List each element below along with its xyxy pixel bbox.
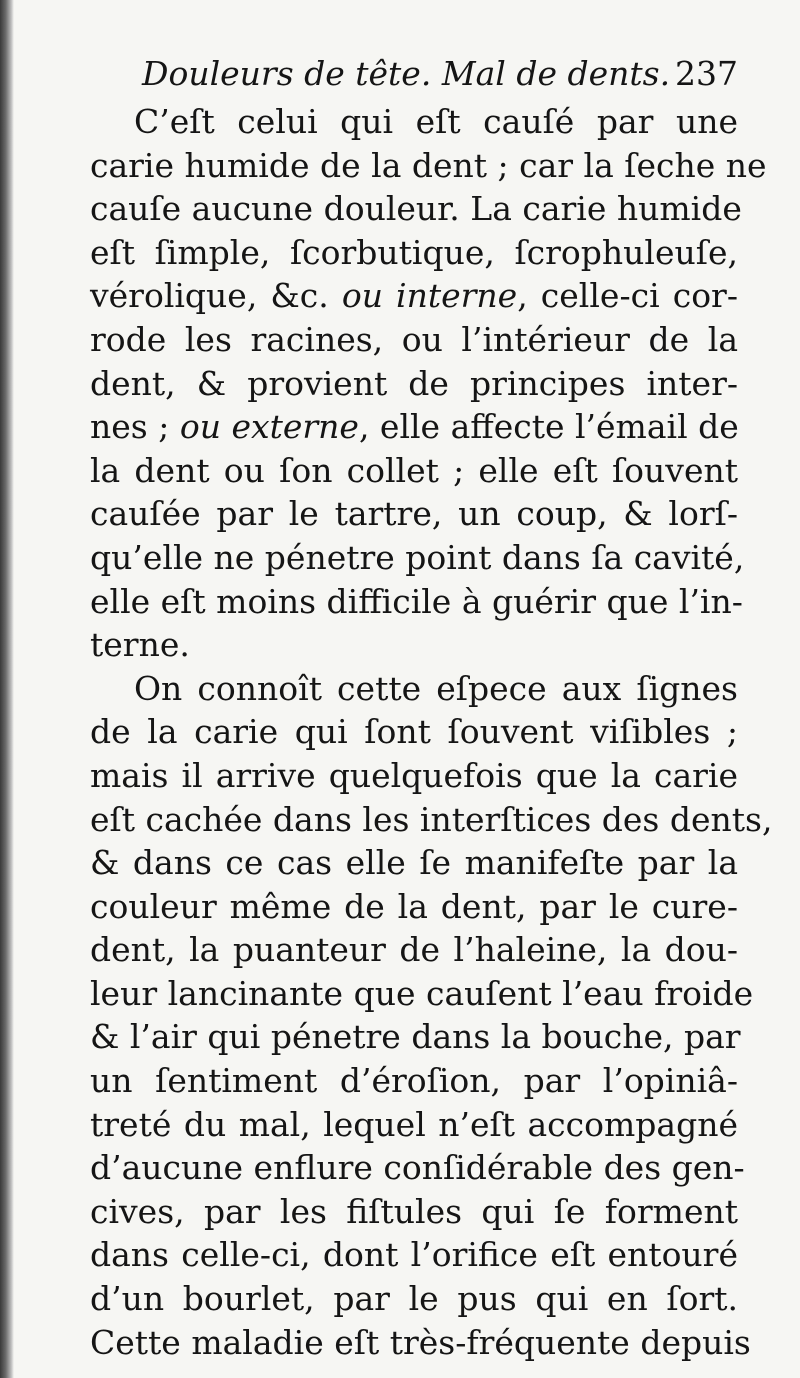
text-line: eſt ſimple, ſcorbutique, ſcrophuleuſe,: [90, 232, 738, 272]
text-span: , celle-ci cor-: [517, 276, 738, 316]
page-text: [90, 48, 773, 1364]
text-line: d’un bourlet, par le pus qui en ſort.: [90, 1279, 738, 1319]
text-line: terne.: [90, 625, 190, 665]
page-header: [90, 48, 738, 100]
text-line: de la carie qui ſont ſouvent viſibles ;: [90, 712, 738, 752]
text-line: dans celle-ci, dont l’orifice eſt entouré: [90, 1235, 738, 1275]
text-line: Cette maladie eſt très-fréquente depuis: [90, 1322, 751, 1362]
text-line: cives, par les fiſtules qui ſe forment: [90, 1191, 738, 1231]
text-line: [90, 274, 738, 318]
italic-text: ou interne: [341, 276, 518, 316]
text-line: cauſe aucune douleur. La carie humide: [90, 189, 742, 229]
text-line: d’aucune enflure conſidérable des gen-: [90, 1148, 745, 1188]
text-line: & dans ce cas elle ſe manifeſte par la: [90, 843, 738, 883]
text-line: elle eſt moins difficile à guérir que l’in-: [90, 581, 743, 621]
page-number: 237: [675, 54, 738, 93]
text-line: couleur même de la dent, par le cure-: [90, 886, 738, 926]
text-line: On connoît cette eſpece aux ſignes: [134, 668, 738, 708]
text-line: dent, & provient de principes inter-: [90, 363, 738, 403]
page-binding-edge: [0, 0, 14, 1378]
italic-text: ou externe: [179, 407, 359, 447]
text-line: carie humide de la dent ; car la ſeche ne: [90, 145, 767, 185]
text-line: & l’air qui pénetre dans la bouche, par: [90, 1017, 741, 1057]
text-line: dent, la puanteur de l’haleine, la dou-: [90, 930, 738, 970]
text-line: la dent ou ſon collet ; elle eſt ſouvent: [90, 450, 738, 490]
text-line: leur lancinante que cauſent l’eau froide: [90, 973, 754, 1013]
paragraph-1: [90, 100, 767, 667]
text-line: qu’elle ne pénetre point dans ſa cavité,: [90, 537, 745, 577]
paragraph-2: [90, 667, 773, 1365]
text-line: cauſée par le tartre, un coup, & lorſ-: [90, 494, 738, 534]
text-line: [90, 405, 738, 449]
text-span: nes ;: [90, 407, 170, 447]
text-line: eſt cachée dans les interſtices des dents,: [90, 799, 773, 839]
text-line: rode les racines, ou l’intérieur de la: [90, 319, 738, 359]
text-line: mais il arrive quelquefois que la carie: [90, 755, 738, 795]
text-line: un ſentiment d’éroſion, par l’opiniâ-: [90, 1061, 738, 1101]
text-span: vérolique, &c.: [90, 276, 329, 316]
text-line: C’eſt celui qui eſt cauſé par une: [134, 102, 738, 141]
text-span: , elle affecte l’émail de: [358, 407, 739, 447]
text-line: treté du mal, lequel n’eſt accompagné: [90, 1104, 738, 1144]
running-title: Douleurs de tête. Mal de dents.: [142, 54, 671, 93]
